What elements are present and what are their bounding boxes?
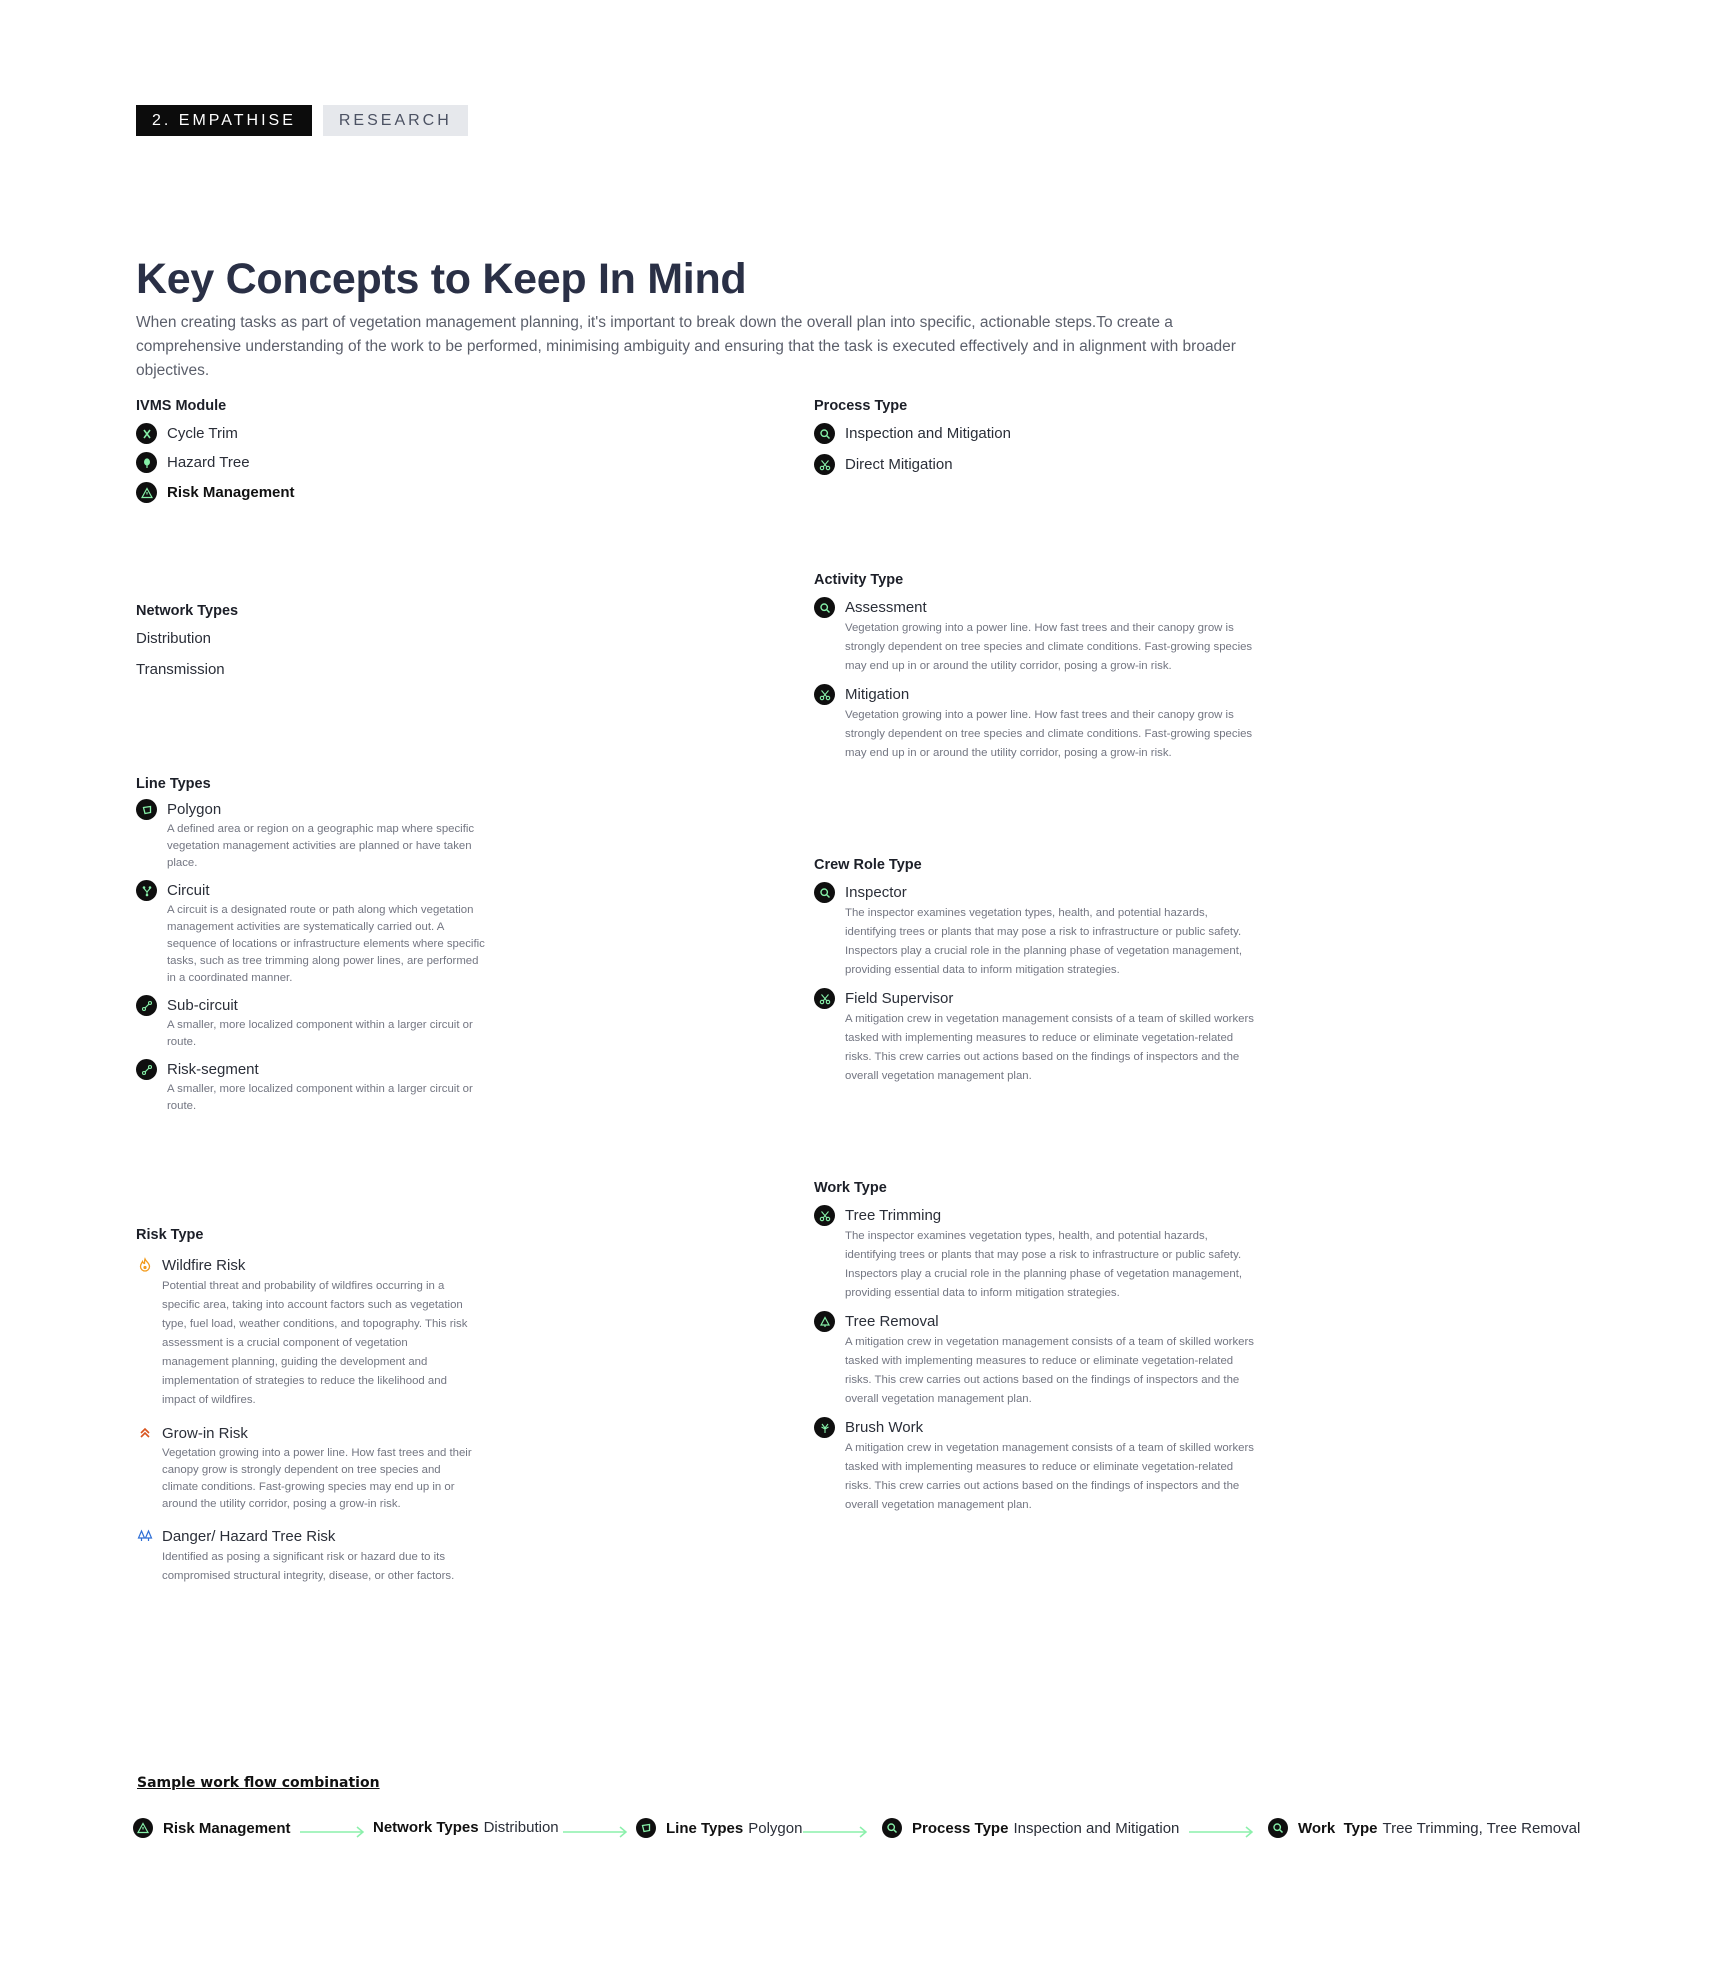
flow-step-work	[1268, 1819, 1580, 1838]
section-title: Activity Type	[814, 572, 904, 588]
cycle-trim-icon	[136, 423, 157, 444]
section-title: IVMS Module	[136, 398, 227, 414]
line-item-sub-circuit	[136, 996, 486, 1051]
item-description: The inspector examines vegetation types, health, and potential hazards, identifying trees or plants that may pose a risk to infrastructure or public safety. Inspectors play a crucial role in the planning phase of vegetation management, providing essential data to inform mitigation strategies.	[845, 907, 1243, 976]
flow-step-value: Distribution	[483, 1819, 559, 1836]
crew-role-section	[814, 857, 1254, 1086]
flow-arrow	[1189, 1826, 1255, 1838]
flow-step-process	[882, 1819, 1179, 1838]
flow-step-label: Network Types	[373, 1819, 479, 1836]
work-item-tree-trimming	[814, 1206, 1254, 1303]
section-title: Risk Type	[136, 1227, 204, 1243]
item-label: Hazard Tree	[167, 454, 250, 471]
item-label: Field Supervisor	[845, 990, 954, 1007]
item-description: A defined area or region on a geographic map where specific vegetation management activities are planned or have taken place.	[167, 823, 475, 869]
item-label: Assessment	[845, 599, 927, 616]
risk-item-wildfire	[136, 1256, 476, 1410]
item-description: Identified as posing a significant risk or hazard due to its compromised structural integrity, disease, or other factors.	[162, 1551, 455, 1582]
link-icon	[136, 1059, 157, 1080]
item-label: Risk Management	[167, 484, 295, 501]
flow-step-value: Tree Trimming, Tree Removal	[1382, 1820, 1581, 1837]
section-title: Work Type	[814, 1180, 887, 1196]
item-label: Risk-segment	[167, 1061, 259, 1078]
polygon-icon	[636, 1818, 656, 1838]
risk-item-grow-in	[136, 1424, 476, 1513]
activity-item-mitigation	[814, 685, 1254, 763]
item-description: Vegetation growing into a power line. How fast trees and their canopy grow is strongly dependent on tree species and climate conditions. Fast-growing species may end up in or around the utility corridor, posing a grow-in risk.	[845, 622, 1253, 672]
workflow-diagram	[133, 1815, 1693, 1845]
item-label: Tree Trimming	[845, 1207, 942, 1224]
item-description: The inspector examines vegetation types, health, and potential hazards, identifying trees or plants that may pose a risk to infrastructure or public safety. Inspectors play a crucial role in the planning phase of vegetation management, providing essential data to inform mitigation strategies.	[845, 1230, 1243, 1299]
item-description: Vegetation growing into a power line. How fast trees and their canopy grow is strongly dependent on tree species and climate conditions. Fast-growing species may end up in or around the utility corridor, posing a grow-in risk.	[845, 709, 1253, 759]
item-label: Sub-circuit	[167, 997, 238, 1014]
flow-step-line	[636, 1819, 802, 1838]
page-title: Key Concepts to Keep In Mind	[136, 255, 747, 303]
ivms-item-hazard-tree	[136, 453, 536, 473]
item-description: A mitigation crew in vegetation management consists of a team of skilled workers tasked with implementing measures to reduce or eliminate vegetation-related risks. This crew carries out actions based on the findings of inspectors and the overall vegetation management plan.	[845, 1336, 1254, 1405]
item-label: Inspection and Mitigation	[845, 425, 1011, 442]
flow-arrow	[563, 1826, 629, 1838]
flow-step-label: Process Type	[912, 1820, 1009, 1837]
pine-tree-icon	[814, 1311, 835, 1332]
item-label: Brush Work	[845, 1419, 924, 1436]
scissors-icon	[814, 684, 835, 705]
activity-type-section	[814, 572, 1254, 763]
item-description: Vegetation growing into a power line. How fast trees and their canopy grow is strongly dependent on tree species and climate conditions. Fast-growing species may end up in or around the utility corridor, posing a grow-in risk.	[162, 1447, 472, 1510]
ivms-module-section	[136, 398, 536, 503]
fire-icon	[136, 1256, 154, 1274]
item-label: Cycle Trim	[167, 425, 238, 442]
item-label: Wildfire Risk	[162, 1257, 246, 1274]
header-tags	[136, 105, 468, 136]
warning-triangle-icon	[133, 1818, 153, 1838]
flow-step-label: Work Type	[1298, 1820, 1378, 1837]
risk-type-section	[136, 1227, 476, 1586]
risk-item-hazard-tree	[136, 1527, 476, 1586]
process-item-inspection	[814, 424, 1234, 444]
item-label: Inspector	[845, 884, 907, 901]
item-description: A circuit is a designated route or path along which vegetation management activities are systematically carried out. A sequence of locations or infrastructure elements where specific tasks, such as tree trimming along power lines, are performed in a coordinated manner.	[167, 904, 485, 984]
flow-title: Sample work flow combination	[137, 1775, 380, 1791]
flow-step-label: Risk Management	[163, 1820, 291, 1837]
ivms-item-risk-management	[136, 483, 536, 503]
section-title: Network Types	[136, 603, 239, 619]
scissors-icon	[814, 454, 835, 475]
work-item-brush-work	[814, 1418, 1254, 1515]
item-description: A smaller, more localized component within a larger circuit or route.	[167, 1019, 473, 1048]
flow-step-value: Inspection and Mitigation	[1013, 1820, 1180, 1837]
crew-item-inspector	[814, 883, 1254, 980]
circuit-icon	[136, 880, 157, 901]
trees-icon	[136, 1527, 154, 1545]
tree-icon	[136, 452, 157, 473]
line-item-risk-segment	[136, 1060, 486, 1115]
item-label: Tree Removal	[845, 1313, 939, 1330]
section-title: Crew Role Type	[814, 857, 922, 873]
flow-arrow	[300, 1826, 366, 1838]
line-item-polygon	[136, 800, 486, 872]
search-icon	[814, 882, 835, 903]
crew-item-field-supervisor	[814, 989, 1254, 1086]
search-icon	[814, 597, 835, 618]
item-description: Potential threat and probability of wildfires occurring in a specific area, taking into account factors such as vegetation type, fuel load, weather conditions, and topography. This risk assessment is a crucial component of vegetation management planning, guiding the development and implementation of strategies to reduce the likelihood and impact of wildfires.	[162, 1280, 468, 1406]
line-types-section	[136, 776, 486, 1115]
double-chevron-up-icon	[136, 1424, 154, 1442]
intro-paragraph: When creating tasks as part of vegetation management planning, it's important to break down the overall plan into specific, actionable steps.To create a comprehensive understanding of the work to be performed, minimising ambiguity and ensuring that the task is executed effectively and in alignment with broader objectives.	[136, 314, 1236, 379]
section-title: Line Types	[136, 776, 211, 792]
flow-step-value: Polygon	[748, 1820, 803, 1837]
phase-tag: RESEARCH	[323, 105, 468, 136]
item-label: Direct Mitigation	[845, 456, 953, 473]
search-icon	[882, 1818, 902, 1838]
section-title: Process Type	[814, 398, 908, 414]
process-type-section	[814, 398, 1234, 475]
item-description: A mitigation crew in vegetation management consists of a team of skilled workers tasked with implementing measures to reduce or eliminate vegetation-related risks. This crew carries out actions based on the findings of inspectors and the overall vegetation management plan.	[845, 1013, 1254, 1082]
work-type-section	[814, 1180, 1254, 1515]
item-label: Mitigation	[845, 686, 910, 703]
warning-triangle-icon	[136, 482, 157, 503]
item-label: Grow-in Risk	[162, 1425, 248, 1442]
scissors-icon	[814, 1205, 835, 1226]
item-description: A mitigation crew in vegetation management consists of a team of skilled workers tasked with implementing measures to reduce or eliminate vegetation-related risks. This crew carries out actions based on the findings of inspectors and the overall vegetation management plan.	[845, 1442, 1254, 1511]
link-icon	[136, 995, 157, 1016]
process-item-direct-mitigation	[814, 455, 1234, 475]
step-tag: 2. EMPATHISE	[136, 105, 312, 136]
activity-item-assessment	[814, 598, 1254, 676]
flow-step-ivms	[133, 1819, 296, 1838]
flow-step-label: Line Types	[666, 1820, 744, 1837]
item-label: Polygon	[167, 801, 222, 818]
network-item-distribution: Distribution	[136, 630, 212, 647]
work-item-tree-removal	[814, 1312, 1254, 1409]
item-label: Danger/ Hazard Tree Risk	[162, 1528, 336, 1545]
scissors-icon	[814, 988, 835, 1009]
polygon-icon	[136, 799, 157, 820]
brush-icon	[814, 1417, 835, 1438]
item-description: A smaller, more localized component within a larger circuit or route.	[167, 1083, 473, 1112]
network-item-transmission: Transmission	[136, 661, 225, 678]
search-icon	[814, 423, 835, 444]
item-label: Circuit	[167, 882, 210, 899]
flow-arrow	[803, 1826, 869, 1838]
network-types-section	[136, 603, 536, 680]
ivms-item-cycle-trim	[136, 424, 536, 444]
search-icon	[1268, 1818, 1288, 1838]
line-item-circuit	[136, 881, 486, 987]
flow-step-network	[373, 1819, 559, 1836]
